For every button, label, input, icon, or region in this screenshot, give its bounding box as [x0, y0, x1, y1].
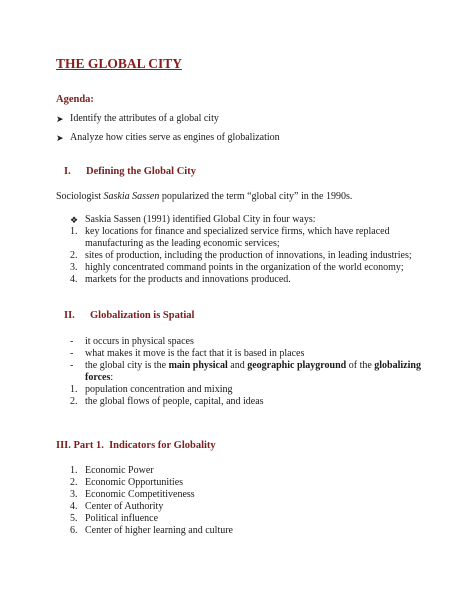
document-page: THE GLOBAL CITY Agenda: ➤ Identify the attributes of a global city ➤ Analyze how cities serve as engines of globalization I. Defining the Global City Sociologist Saskia Sassen popularized the term “global city” in the 1990s. ❖ Saskia Sassen (1991) identified Global City in four ways: 1. key locations for finance and specialized service firms, which have replaced manufacturing as the leading economic services; 2. sites of production, including the production of innovations, in leading industries; 3. highly concentrated command points in the organization of the world economy; 4. markets for the products and innovations produced. II. Globalization is Spatial - it occurs in physical spaces - what makes it move is the fact that it is based in places - the global city is the main physical and geographic playground of the globalizing forces: 1. population concentration and mixing 2. the global flows of people, capital, and ideas III. Part 1. Indicators for Globality 1. Economic Power 2. Economic Opportunities 3. Economic Competitiveness 4. Center of Authority 5. Political influence 6. Center of higher learning and culture — [56, 56, 421, 536]
agenda-heading: Agenda: — [56, 94, 94, 105]
arrow-bullet-icon: ➤ — [56, 133, 64, 143]
section-heading-2: II. Globalization is Spatial — [64, 310, 195, 321]
section1-intro: Sociologist Saskia Sassen popularized the term “global city” in the 1990s. — [56, 191, 353, 202]
arrow-bullet-icon: ➤ — [56, 114, 64, 124]
document-title: THE GLOBAL CITY — [56, 56, 183, 71]
section-heading-1: I. Defining the Global City — [64, 166, 196, 177]
section-heading-3: III. Part 1. Indicators for Globality — [56, 440, 216, 451]
diamond-bullet-icon: ❖ — [70, 215, 79, 225]
